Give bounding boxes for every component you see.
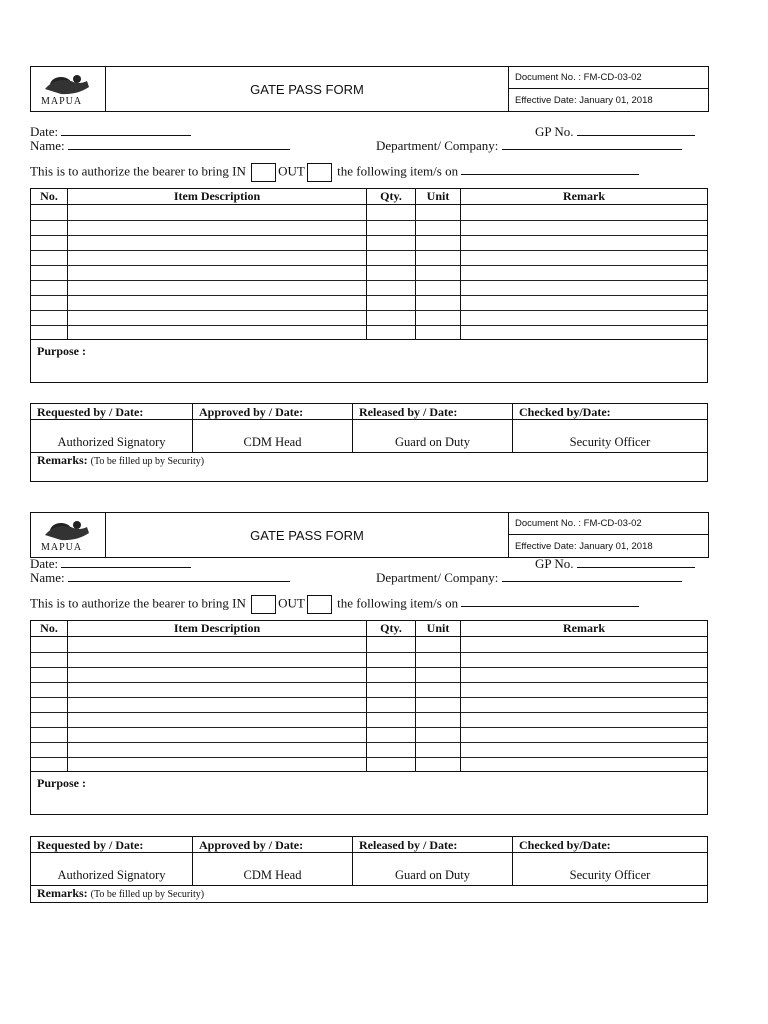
document-number: Document No. : FM-CD-03-02 bbox=[509, 67, 708, 89]
purpose-label: Purpose : bbox=[37, 344, 86, 358]
department-field[interactable] bbox=[376, 570, 682, 586]
form-header bbox=[30, 512, 709, 558]
requested-by-cell[interactable] bbox=[31, 404, 193, 452]
out-label: OUT bbox=[278, 163, 305, 179]
checked-by-cell[interactable] bbox=[513, 837, 707, 885]
checked-by-role: Security Officer bbox=[569, 435, 651, 449]
purpose-label: Purpose : bbox=[37, 776, 86, 790]
out-checkbox[interactable] bbox=[307, 163, 332, 182]
logo-text: MAPUA bbox=[41, 96, 83, 107]
out-checkbox[interactable] bbox=[307, 595, 332, 614]
in-checkbox[interactable] bbox=[251, 595, 276, 614]
items-table-header bbox=[31, 621, 707, 637]
requested-by-label: Requested by / Date: bbox=[37, 838, 144, 852]
remarks-note: (To be filled up by Security) bbox=[90, 889, 205, 900]
mapua-logo bbox=[31, 513, 106, 557]
approved-by-label: Approved by / Date: bbox=[199, 405, 304, 419]
authorize-line bbox=[30, 595, 639, 614]
department-label: Department/ Company: bbox=[376, 138, 499, 153]
form-header bbox=[30, 66, 709, 112]
col-qty: Qty. bbox=[380, 189, 402, 203]
approved-by-cell[interactable] bbox=[193, 837, 353, 885]
purpose-field[interactable] bbox=[30, 772, 708, 815]
col-unit: Unit bbox=[426, 189, 450, 203]
name-field[interactable] bbox=[30, 570, 290, 586]
form-title: GATE PASS FORM bbox=[106, 513, 509, 557]
requested-by-label: Requested by / Date: bbox=[37, 405, 144, 419]
col-unit: Unit bbox=[426, 621, 450, 635]
signature-table bbox=[30, 403, 708, 453]
col-no: No. bbox=[40, 189, 58, 203]
col-qty: Qty. bbox=[380, 621, 402, 635]
released-by-role: Guard on Duty bbox=[395, 435, 470, 449]
requested-by-cell[interactable] bbox=[31, 837, 193, 885]
checked-by-role: Security Officer bbox=[569, 868, 651, 882]
following-text: the following item/s on bbox=[337, 163, 459, 179]
effective-date: Effective Date: January 01, 2018 bbox=[515, 541, 653, 552]
name-field[interactable] bbox=[30, 138, 290, 154]
date-label: Date: bbox=[30, 556, 59, 571]
requested-by-role: Authorized Signatory bbox=[57, 868, 166, 882]
signature-table bbox=[30, 836, 708, 886]
col-description: Item Description bbox=[173, 189, 261, 203]
authorize-text: This is to authorize the bearer to bring IN bbox=[30, 163, 246, 179]
approved-by-label: Approved by / Date: bbox=[199, 838, 304, 852]
col-remark: Remark bbox=[563, 189, 605, 203]
out-label: OUT bbox=[278, 595, 305, 611]
mapua-logo bbox=[31, 67, 106, 111]
col-description: Item Description bbox=[173, 621, 261, 635]
purpose-field[interactable] bbox=[30, 340, 708, 383]
released-by-cell[interactable] bbox=[353, 837, 513, 885]
name-label: Name: bbox=[30, 138, 65, 153]
approved-by-role: CDM Head bbox=[243, 868, 302, 882]
items-table bbox=[30, 188, 708, 340]
effective-date: Effective Date: January 01, 2018 bbox=[515, 95, 653, 106]
checked-by-cell[interactable] bbox=[513, 404, 707, 452]
item-date-field[interactable] bbox=[461, 595, 639, 607]
requested-by-role: Authorized Signatory bbox=[57, 435, 166, 449]
following-text: the following item/s on bbox=[337, 595, 459, 611]
checked-by-label: Checked by/Date: bbox=[519, 838, 611, 852]
date-label: Date: bbox=[30, 124, 59, 139]
released-by-label: Released by / Date: bbox=[359, 405, 458, 419]
form-title: GATE PASS FORM bbox=[106, 67, 509, 111]
released-by-role: Guard on Duty bbox=[395, 868, 470, 882]
department-field[interactable] bbox=[376, 138, 682, 154]
remarks-field[interactable] bbox=[30, 886, 708, 903]
gp-no-label: GP No. bbox=[535, 124, 574, 139]
remarks-note: (To be filled up by Security) bbox=[90, 456, 205, 467]
items-table-header bbox=[31, 189, 707, 205]
col-remark: Remark bbox=[563, 621, 605, 635]
remarks-label: Remarks: bbox=[37, 453, 88, 467]
approved-by-role: CDM Head bbox=[243, 435, 302, 449]
authorize-text: This is to authorize the bearer to bring IN bbox=[30, 595, 246, 611]
approved-by-cell[interactable] bbox=[193, 404, 353, 452]
authorize-line bbox=[30, 163, 639, 182]
item-date-field[interactable] bbox=[461, 163, 639, 175]
released-by-label: Released by / Date: bbox=[359, 838, 458, 852]
name-label: Name: bbox=[30, 570, 65, 585]
released-by-cell[interactable] bbox=[353, 404, 513, 452]
department-label: Department/ Company: bbox=[376, 570, 499, 585]
remarks-field[interactable] bbox=[30, 453, 708, 482]
items-table bbox=[30, 620, 708, 772]
gp-no-label: GP No. bbox=[535, 556, 574, 571]
checked-by-label: Checked by/Date: bbox=[519, 405, 611, 419]
remarks-label: Remarks: bbox=[37, 886, 88, 900]
in-checkbox[interactable] bbox=[251, 163, 276, 182]
col-no: No. bbox=[40, 621, 58, 635]
document-number: Document No. : FM-CD-03-02 bbox=[509, 513, 708, 535]
logo-text: MAPUA bbox=[41, 542, 83, 553]
